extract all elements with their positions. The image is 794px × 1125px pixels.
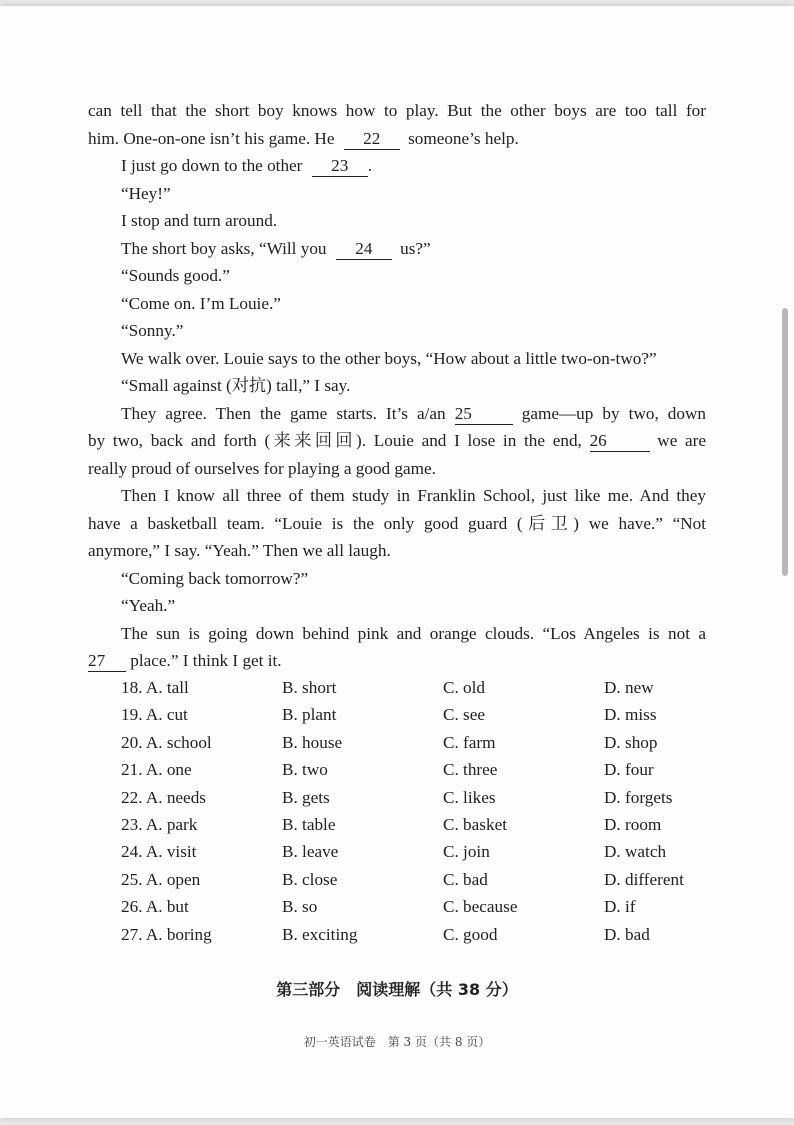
option-row	[121, 788, 765, 815]
option-a: 25. A. open	[121, 869, 201, 889]
option-d: D. if	[604, 897, 636, 917]
option-d: D. four	[604, 760, 654, 780]
option-a: 24. A. visit	[121, 842, 197, 862]
option-d: D. bad	[604, 924, 650, 944]
option-row	[121, 870, 765, 897]
passage-line: Then I know all three of them study in Franklin School, just like me. And they	[121, 486, 706, 505]
option-a: 18. A. tall	[121, 678, 189, 697]
option-d: D. new	[604, 678, 654, 697]
option-d: D. room	[604, 814, 662, 834]
passage-line	[88, 647, 706, 675]
blank-26: 26	[590, 431, 650, 452]
option-c: C. see	[443, 705, 486, 725]
blank-24: 24	[336, 239, 392, 260]
option-row	[121, 760, 765, 787]
passage-text: place.” I think I get it.	[130, 651, 282, 670]
passage-line: I stop and turn around.	[121, 211, 278, 230]
passage-text: by two, back and forth (来来回回). Louie and I lose in the end,	[88, 431, 582, 450]
passage-text: us?”	[400, 238, 431, 258]
option-c: C. good	[443, 924, 498, 944]
option-row	[121, 705, 765, 732]
passage-line	[88, 427, 706, 455]
option-b: B. close	[282, 869, 338, 889]
option-a: 26. A. but	[121, 897, 189, 917]
option-d: D. forgets	[604, 787, 673, 807]
passage-line	[88, 400, 706, 428]
option-a: 21. A. one	[121, 760, 192, 780]
section-title: 第三部分 阅读理解（共 38 分）	[276, 980, 518, 999]
option-c: C. farm	[443, 732, 496, 752]
cloze-passage	[88, 97, 706, 675]
passage-line: We walk over. Louie says to the other boys, “How about a little two-on-two?”	[121, 348, 657, 368]
passage-line: The sun is going down behind pink and orange clouds. “Los Angeles is not a	[121, 623, 706, 643]
option-b: B. table	[282, 814, 336, 834]
option-d: D. shop	[604, 732, 658, 752]
passage-text: They agree. Then the game starts. It’s a/an	[121, 403, 446, 423]
passage-line: anymore,” I say. “Yeah.” Then we all laugh.	[88, 541, 391, 560]
option-a: 22. A. needs	[121, 787, 206, 807]
passage-line	[88, 235, 706, 263]
option-b: B. house	[282, 732, 343, 752]
blank-23: 23	[312, 156, 368, 177]
option-a: 23. A. park	[121, 814, 198, 834]
option-c: C. join	[443, 842, 490, 862]
option-row	[121, 842, 765, 869]
option-d: D. miss	[604, 705, 657, 725]
passage-line: “Sonny.”	[121, 321, 184, 340]
option-b: B. two	[282, 760, 328, 780]
option-d: D. different	[604, 869, 684, 889]
option-b: B. exciting	[282, 924, 358, 944]
passage-line: have a basketball team. “Louie is the only good guard (后卫) we have.” “Not	[88, 513, 706, 533]
answer-options	[121, 678, 765, 952]
passage-line	[88, 152, 706, 180]
passage-line	[88, 125, 706, 153]
option-b: B. so	[282, 897, 318, 917]
passage-text: I just go down to the other	[121, 156, 303, 175]
blank-25: 25	[455, 404, 513, 425]
passage-text: someone’s help.	[408, 128, 519, 148]
passage-line: really proud of ourselves for playing a good game.	[88, 458, 436, 478]
passage-text: game—up by two, down	[521, 403, 707, 423]
option-c: C. three	[443, 760, 498, 780]
scrollbar-thumb[interactable]	[782, 308, 788, 576]
option-b: B. plant	[282, 705, 337, 725]
passage-text: we are	[657, 431, 707, 450]
blank-22: 22	[344, 129, 400, 150]
option-row	[121, 897, 765, 924]
option-b: B. gets	[282, 787, 330, 807]
passage-text: The short boy asks, “Will you	[121, 238, 327, 258]
option-a: 19. A. cut	[121, 705, 188, 725]
passage-text: him. One-on-one isn’t his game. He	[88, 128, 335, 148]
option-a: 20. A. school	[121, 732, 212, 752]
option-row	[121, 815, 765, 842]
passage-line: “Yeah.”	[121, 596, 176, 615]
option-row	[121, 925, 765, 952]
passage-line: “Hey!”	[121, 183, 171, 203]
option-d: D. watch	[604, 842, 667, 862]
passage-line: “Come on. I’m Louie.”	[121, 293, 281, 313]
option-c: C. likes	[443, 787, 496, 807]
option-row	[121, 678, 765, 705]
option-b: B. short	[282, 678, 337, 697]
option-c: C. basket	[443, 814, 507, 834]
passage-line: “Coming back tomorrow?”	[121, 568, 309, 588]
option-row	[121, 733, 765, 760]
option-c: C. because	[443, 897, 518, 917]
passage-line: “Sounds good.”	[121, 266, 230, 285]
option-b: B. leave	[282, 842, 339, 862]
option-a: 27. A. boring	[121, 924, 212, 944]
page-footer: 初一英语试卷 第 3 页（共 8 页）	[303, 1035, 491, 1049]
option-c: C. bad	[443, 869, 488, 889]
exam-page	[0, 6, 794, 1118]
passage-line: “Small against (对抗) tall,” I say.	[121, 376, 351, 395]
passage-line: can tell that the short boy knows how to play. But the other boys are too tall for	[88, 101, 706, 120]
blank-27: 27	[88, 651, 126, 672]
passage-text: .	[367, 156, 372, 175]
option-c: C. old	[443, 678, 486, 697]
